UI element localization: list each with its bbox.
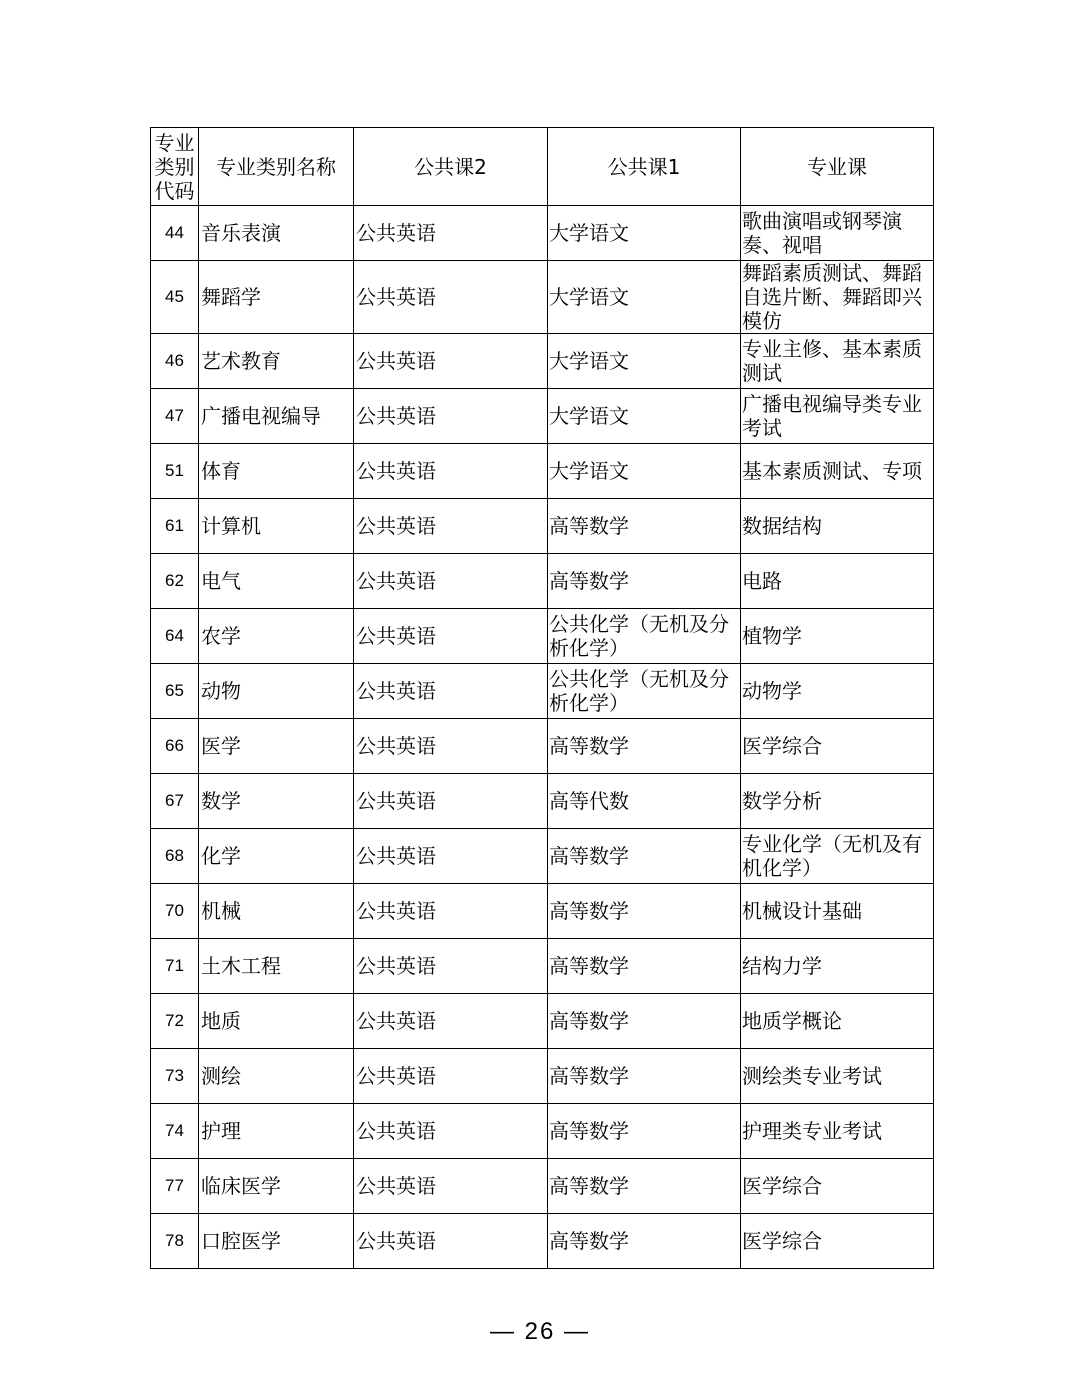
cell-code-text: 64 bbox=[165, 626, 184, 645]
table-row bbox=[151, 389, 934, 444]
cell-code bbox=[151, 609, 199, 664]
table-row bbox=[151, 1214, 934, 1269]
cell-specialty bbox=[741, 939, 934, 994]
header-public2-label: 公共课2 bbox=[414, 154, 487, 179]
cell-public1-text: 公共化学（无机及分析化学） bbox=[549, 612, 729, 660]
cell-specialty bbox=[741, 719, 934, 774]
table-row bbox=[151, 1049, 934, 1104]
cell-specialty bbox=[741, 1214, 934, 1269]
cell-public1 bbox=[548, 994, 741, 1049]
cell-specialty bbox=[741, 609, 934, 664]
cell-specialty bbox=[741, 334, 934, 389]
cell-public1 bbox=[548, 884, 741, 939]
cell-specialty bbox=[741, 664, 934, 719]
cell-name-text: 电气 bbox=[201, 569, 241, 593]
cell-name bbox=[199, 719, 354, 774]
table-row bbox=[151, 664, 934, 719]
cell-public2 bbox=[354, 939, 548, 994]
cell-public1-text: 高等数学 bbox=[549, 569, 629, 593]
cell-public2-text: 公共英语 bbox=[356, 954, 436, 978]
cell-name bbox=[199, 554, 354, 609]
table-header-row bbox=[151, 128, 934, 206]
cell-code bbox=[151, 939, 199, 994]
cell-public2-text: 公共英语 bbox=[356, 1009, 436, 1033]
cell-name-text: 地质 bbox=[201, 1009, 241, 1033]
cell-public1 bbox=[548, 499, 741, 554]
cell-specialty bbox=[741, 884, 934, 939]
cell-specialty-text: 植物学 bbox=[742, 624, 802, 648]
cell-specialty-text: 广播电视编导类专业考试 bbox=[742, 392, 922, 440]
cell-public1 bbox=[548, 829, 741, 884]
cell-public2-text: 公共英语 bbox=[356, 221, 436, 245]
cell-code bbox=[151, 389, 199, 444]
table-row bbox=[151, 1104, 934, 1159]
cell-public1-text: 高等数学 bbox=[549, 514, 629, 538]
cell-specialty bbox=[741, 1049, 934, 1104]
cell-public2-text: 公共英语 bbox=[356, 789, 436, 813]
cell-name-text: 广播电视编导 bbox=[201, 404, 321, 428]
cell-code-text: 47 bbox=[165, 406, 184, 425]
cell-public2-text: 公共英语 bbox=[356, 569, 436, 593]
cell-public2 bbox=[354, 609, 548, 664]
cell-specialty-text: 医学综合 bbox=[742, 734, 822, 758]
header-name bbox=[199, 128, 354, 206]
table-row bbox=[151, 334, 934, 389]
cell-public2-text: 公共英语 bbox=[356, 1174, 436, 1198]
cell-code bbox=[151, 334, 199, 389]
cell-name-text: 土木工程 bbox=[201, 954, 281, 978]
cell-specialty-text: 歌曲演唱或钢琴演奏、视唱 bbox=[742, 209, 902, 257]
cell-name bbox=[199, 939, 354, 994]
cell-public1 bbox=[548, 774, 741, 829]
cell-specialty bbox=[741, 774, 934, 829]
cell-public2-text: 公共英语 bbox=[356, 349, 436, 373]
cell-code-text: 46 bbox=[165, 351, 184, 370]
header-public1 bbox=[548, 128, 741, 206]
cell-name-text: 计算机 bbox=[201, 514, 261, 538]
cell-name bbox=[199, 261, 354, 334]
cell-code-text: 61 bbox=[165, 516, 184, 535]
cell-public1 bbox=[548, 939, 741, 994]
cell-specialty bbox=[741, 994, 934, 1049]
table-row bbox=[151, 261, 934, 334]
cell-code bbox=[151, 1049, 199, 1104]
cell-code-text: 70 bbox=[165, 901, 184, 920]
cell-name bbox=[199, 1214, 354, 1269]
header-specialty bbox=[741, 128, 934, 206]
cell-public2-text: 公共英语 bbox=[356, 899, 436, 923]
cell-public2-text: 公共英语 bbox=[356, 1064, 436, 1088]
cell-name bbox=[199, 829, 354, 884]
cell-specialty-text: 电路 bbox=[742, 569, 782, 593]
cell-name-text: 艺术教育 bbox=[201, 349, 281, 373]
cell-name bbox=[199, 1159, 354, 1214]
cell-public2-text: 公共英语 bbox=[356, 679, 436, 703]
cell-name bbox=[199, 389, 354, 444]
table-row bbox=[151, 719, 934, 774]
cell-specialty-text: 专业化学（无机及有机化学） bbox=[742, 832, 922, 880]
cell-public2 bbox=[354, 884, 548, 939]
cell-code bbox=[151, 261, 199, 334]
cell-public2-text: 公共英语 bbox=[356, 734, 436, 758]
cell-public2-text: 公共英语 bbox=[356, 404, 436, 428]
cell-specialty bbox=[741, 499, 934, 554]
cell-specialty-text: 医学综合 bbox=[742, 1174, 822, 1198]
cell-code bbox=[151, 206, 199, 261]
cell-public2 bbox=[354, 499, 548, 554]
cell-specialty-text: 专业主修、基本素质测试 bbox=[742, 337, 922, 385]
cell-specialty-text: 舞蹈素质测试、舞蹈自选片断、舞蹈即兴模仿 bbox=[742, 261, 922, 333]
cell-public1-text: 高等数学 bbox=[549, 1174, 629, 1198]
cell-code-text: 71 bbox=[165, 956, 184, 975]
cell-code-text: 62 bbox=[165, 571, 184, 590]
cell-public1-text: 大学语文 bbox=[549, 349, 629, 373]
cell-code-text: 78 bbox=[165, 1231, 184, 1250]
cell-name-text: 机械 bbox=[201, 899, 241, 923]
cell-code-text: 65 bbox=[165, 681, 184, 700]
cell-public1-text: 公共化学（无机及分析化学） bbox=[549, 667, 729, 715]
major-category-table bbox=[150, 127, 934, 1269]
cell-public1 bbox=[548, 554, 741, 609]
cell-public2 bbox=[354, 261, 548, 334]
cell-name-text: 化学 bbox=[201, 844, 241, 868]
cell-code-text: 66 bbox=[165, 736, 184, 755]
cell-code-text: 72 bbox=[165, 1011, 184, 1030]
cell-code bbox=[151, 499, 199, 554]
cell-code bbox=[151, 884, 199, 939]
cell-specialty bbox=[741, 1104, 934, 1159]
cell-public1-text: 高等数学 bbox=[549, 899, 629, 923]
cell-public1-text: 高等数学 bbox=[549, 1229, 629, 1253]
cell-public2-text: 公共英语 bbox=[356, 285, 436, 309]
cell-public1-text: 大学语文 bbox=[549, 459, 629, 483]
cell-name bbox=[199, 206, 354, 261]
header-code bbox=[151, 128, 199, 206]
cell-specialty-text: 地质学概论 bbox=[742, 1009, 842, 1033]
cell-code bbox=[151, 994, 199, 1049]
cell-specialty bbox=[741, 829, 934, 884]
cell-public1-text: 高等数学 bbox=[549, 844, 629, 868]
cell-name-text: 护理 bbox=[201, 1119, 241, 1143]
cell-public2 bbox=[354, 1214, 548, 1269]
cell-public2-text: 公共英语 bbox=[356, 459, 436, 483]
cell-specialty-text: 基本素质测试、专项 bbox=[742, 459, 922, 483]
cell-public2 bbox=[354, 1159, 548, 1214]
cell-name bbox=[199, 499, 354, 554]
cell-name bbox=[199, 444, 354, 499]
cell-public2 bbox=[354, 1049, 548, 1104]
cell-name-text: 医学 bbox=[201, 734, 241, 758]
cell-public2 bbox=[354, 994, 548, 1049]
cell-name-text: 体育 bbox=[201, 459, 241, 483]
cell-public2 bbox=[354, 774, 548, 829]
header-code-label: 专业类别代码 bbox=[154, 130, 195, 203]
cell-name bbox=[199, 774, 354, 829]
cell-specialty bbox=[741, 206, 934, 261]
cell-specialty-text: 结构力学 bbox=[742, 954, 822, 978]
cell-public1 bbox=[548, 664, 741, 719]
cell-specialty bbox=[741, 554, 934, 609]
cell-public1-text: 大学语文 bbox=[549, 221, 629, 245]
cell-code bbox=[151, 1214, 199, 1269]
cell-public2-text: 公共英语 bbox=[356, 624, 436, 648]
cell-public2-text: 公共英语 bbox=[356, 1229, 436, 1253]
cell-specialty bbox=[741, 389, 934, 444]
cell-code-text: 73 bbox=[165, 1066, 184, 1085]
cell-name-text: 测绘 bbox=[201, 1064, 241, 1088]
table-row bbox=[151, 774, 934, 829]
cell-public1-text: 高等数学 bbox=[549, 1064, 629, 1088]
cell-public2 bbox=[354, 829, 548, 884]
cell-code-text: 77 bbox=[165, 1176, 184, 1195]
cell-public1 bbox=[548, 206, 741, 261]
cell-public1 bbox=[548, 1214, 741, 1269]
table-row bbox=[151, 1159, 934, 1214]
cell-public1 bbox=[548, 609, 741, 664]
cell-specialty-text: 测绘类专业考试 bbox=[742, 1064, 882, 1088]
cell-name-text: 音乐表演 bbox=[201, 221, 281, 245]
header-public1-label: 公共课1 bbox=[607, 154, 681, 179]
cell-name bbox=[199, 994, 354, 1049]
table-row bbox=[151, 939, 934, 994]
cell-public1 bbox=[548, 389, 741, 444]
table-row bbox=[151, 444, 934, 499]
cell-name-text: 农学 bbox=[201, 624, 241, 648]
cell-public2-text: 公共英语 bbox=[356, 1119, 436, 1143]
cell-public1-text: 高等代数 bbox=[549, 789, 629, 813]
cell-specialty bbox=[741, 444, 934, 499]
cell-name bbox=[199, 1104, 354, 1159]
cell-specialty-text: 数学分析 bbox=[742, 789, 822, 813]
table-row bbox=[151, 499, 934, 554]
cell-public1 bbox=[548, 719, 741, 774]
cell-code bbox=[151, 664, 199, 719]
cell-name-text: 数学 bbox=[201, 789, 241, 813]
table-row bbox=[151, 829, 934, 884]
table-row bbox=[151, 609, 934, 664]
cell-public2 bbox=[354, 206, 548, 261]
cell-code-text: 45 bbox=[165, 287, 184, 306]
cell-code bbox=[151, 774, 199, 829]
cell-public1 bbox=[548, 1049, 741, 1104]
header-name-label: 专业类别名称 bbox=[216, 154, 336, 179]
table-row bbox=[151, 994, 934, 1049]
cell-name-text: 口腔医学 bbox=[201, 1229, 281, 1253]
cell-public1 bbox=[548, 1104, 741, 1159]
cell-code-text: 68 bbox=[165, 846, 184, 865]
cell-public2 bbox=[354, 664, 548, 719]
cell-public1 bbox=[548, 261, 741, 334]
cell-name bbox=[199, 884, 354, 939]
cell-code-text: 51 bbox=[165, 461, 184, 480]
cell-code bbox=[151, 1104, 199, 1159]
cell-code-text: 74 bbox=[165, 1121, 184, 1140]
cell-public2 bbox=[354, 719, 548, 774]
cell-public2 bbox=[354, 444, 548, 499]
table-row bbox=[151, 554, 934, 609]
cell-public1-text: 高等数学 bbox=[549, 1119, 629, 1143]
cell-specialty bbox=[741, 1159, 934, 1214]
cell-public2-text: 公共英语 bbox=[356, 844, 436, 868]
table-row bbox=[151, 884, 934, 939]
cell-public2 bbox=[354, 334, 548, 389]
cell-public1-text: 高等数学 bbox=[549, 734, 629, 758]
cell-specialty bbox=[741, 261, 934, 334]
cell-name bbox=[199, 1049, 354, 1104]
cell-code-text: 67 bbox=[165, 791, 184, 810]
cell-public1 bbox=[548, 334, 741, 389]
cell-code bbox=[151, 1159, 199, 1214]
cell-code bbox=[151, 554, 199, 609]
cell-public2 bbox=[354, 554, 548, 609]
page-number: — 26 — bbox=[489, 1318, 591, 1345]
cell-specialty-text: 护理类专业考试 bbox=[742, 1119, 882, 1143]
cell-name-text: 舞蹈学 bbox=[201, 285, 261, 309]
cell-name bbox=[199, 334, 354, 389]
cell-public2 bbox=[354, 389, 548, 444]
header-public2 bbox=[354, 128, 548, 206]
cell-name bbox=[199, 609, 354, 664]
cell-name-text: 临床医学 bbox=[201, 1174, 281, 1198]
cell-public2 bbox=[354, 1104, 548, 1159]
cell-specialty-text: 动物学 bbox=[742, 679, 802, 703]
cell-code bbox=[151, 444, 199, 499]
cell-public1-text: 大学语文 bbox=[549, 285, 629, 309]
cell-name bbox=[199, 664, 354, 719]
cell-public2-text: 公共英语 bbox=[356, 514, 436, 538]
cell-public1 bbox=[548, 1159, 741, 1214]
cell-specialty-text: 数据结构 bbox=[742, 514, 822, 538]
header-specialty-label: 专业课 bbox=[807, 154, 867, 179]
cell-public1-text: 高等数学 bbox=[549, 1009, 629, 1033]
cell-public1-text: 大学语文 bbox=[549, 404, 629, 428]
cell-public1-text: 高等数学 bbox=[549, 954, 629, 978]
cell-name-text: 动物 bbox=[201, 679, 241, 703]
table-row bbox=[151, 206, 934, 261]
cell-specialty-text: 机械设计基础 bbox=[742, 899, 862, 923]
cell-code bbox=[151, 719, 199, 774]
cell-specialty-text: 医学综合 bbox=[742, 1229, 822, 1253]
cell-code bbox=[151, 829, 199, 884]
table-body bbox=[151, 128, 934, 1269]
cell-code-text: 44 bbox=[165, 223, 184, 242]
cell-public1 bbox=[548, 444, 741, 499]
